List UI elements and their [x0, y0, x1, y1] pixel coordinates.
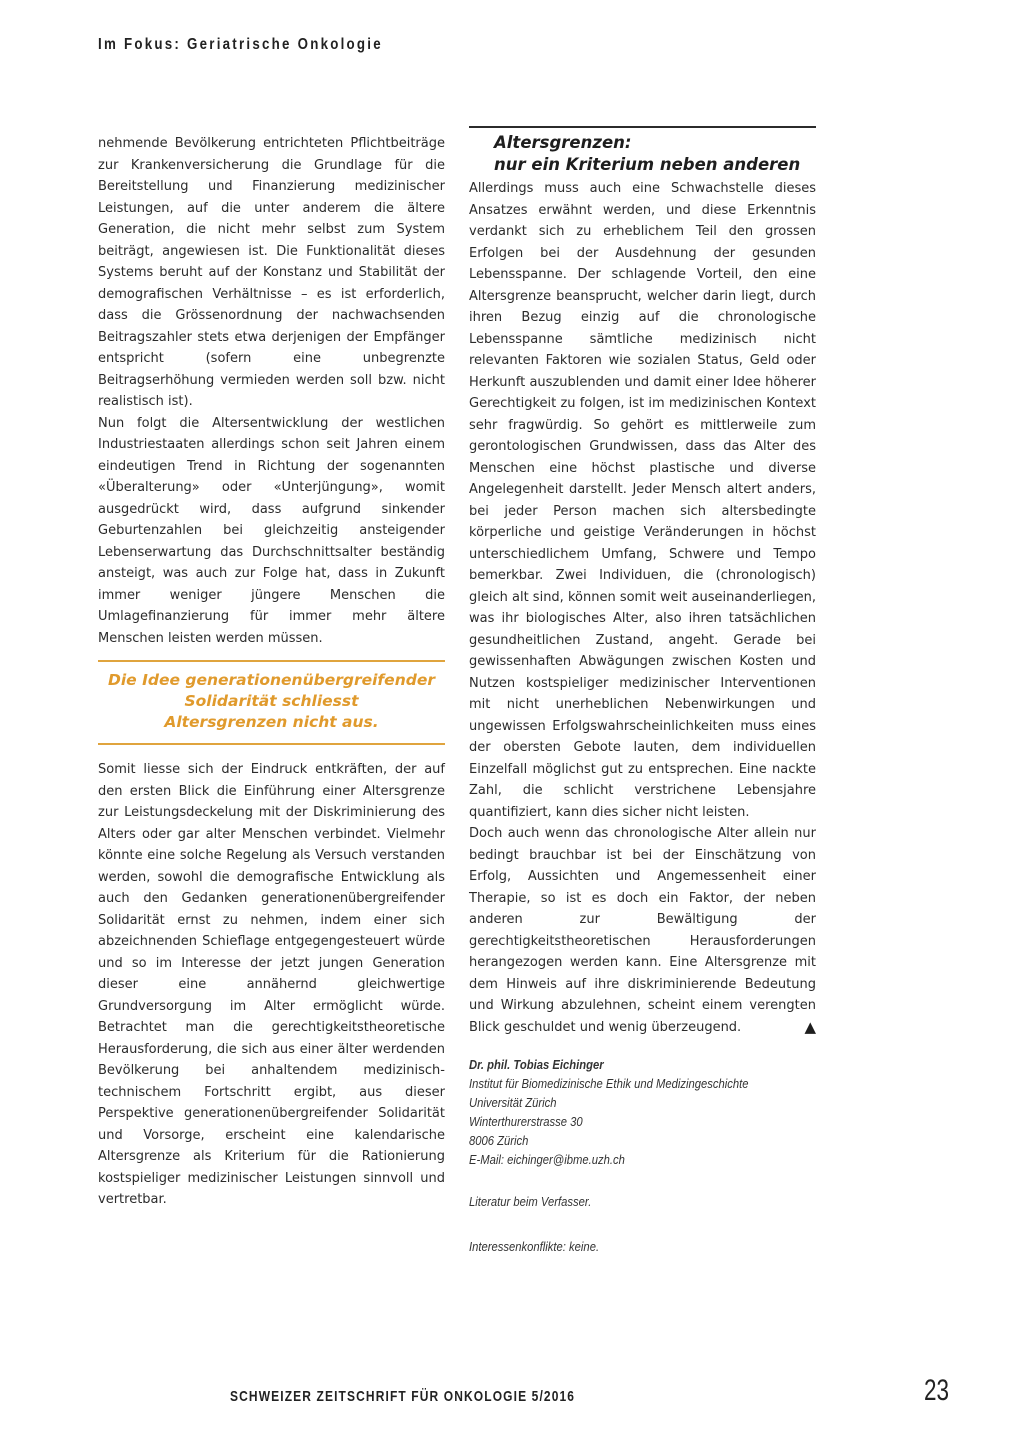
conflict-note: Interessenkonflikte: keine. [469, 1240, 600, 1254]
pull-quote [98, 660, 445, 745]
body-paragraph: Allerdings muss auch eine Schwachstelle dieses Ansatzes erwähnt werden, und diese Erkenntnis verdankt sich zu erheblichem Teil den grossen Erfolgen bei der Ausdehnung der gesunden Lebensspanne. Der schlagende Vorteil, den eine Altersgrenze beansprucht, welcher darin liegt, durch ihren Bezug einzig auf die chronologische Lebensspanne sämtliche medizinisch nicht relevanten Faktoren wie sozialen Status, Geld oder Herkunft auszublenden und damit einer Idee höherer Gerechtigkeit zu folgen, ist im medizinischen Kontext sehr fragwürdig. So gehört es mittlerweile zum gerontologischen Grundwissen, dass das Alter des Menschen eine höchst plastische und diverse Angelegenheit darstellt. Jeder Mensch altert anders, bei jeder Person machen sich altersbedingte körperliche und geistige Veränderungen in höchst unterschiedlichem Umfang, Schwere und Tempo bemerkbar. Zwei Individuen, die (chronologisch) gleich alt sind, können somit weit auseinanderliegen, was ihr biologisches Alter, also ihren tatsächlichen gesundheitlichen Zustand, angeht. Gerade bei gewissenhaften Abwägungen zwischen Kosten und Nutzen kostspieliger medizinischer Interventionen mit nicht unerheblichen Nebenwirkungen und ungewissen Erfolgswahrscheinlichkeiten muss eines der obersten Gebote lauten, dem individuellen Einzelfall möglichst gut zu entsprechen. Eine nackte Zahl, die schlicht verstrichene Lebensjahre quantifiziert, kann dies sicher nicht leisten. [469, 181, 816, 820]
section-title [469, 132, 816, 176]
author-street: Winterthurerstrasse 30 [469, 1115, 583, 1129]
body-paragraph: nehmende Bevölkerung entrichteten Pflichtbeiträge zur Krankenversicherung die Grundlage für die Bereitstellung und Finanzierung medizinischer Leistungen, auf die unter anderem die ältere Generation, die nicht mehr selbst zum System beiträgt, angewiesen ist. Die Funktionalität dieses Systems beruht auf der Konstanz und Stabilität der demografischen Verhältnisse – es ist erforderlich, dass die Grössenordnung der nachwachsenden Beitragszahler stets etwa derjenigen der Empfänger entspricht (sofern eine unbegrenzte Beitragserhöhung vermieden werden soll bzw. nicht realistisch ist). [98, 136, 445, 409]
pull-quote-line: Altersgrenzen nicht aus. [164, 713, 379, 731]
author-email: E-Mail: eichinger@ibme.uzh.ch [469, 1153, 625, 1167]
body-paragraph: Somit liesse sich der Eindruck entkräften, der auf den ersten Blick die Einführung einer Altersgrenze zur Leistungsdeckelung mit der Diskriminierung des Alters oder gar alter Menschen verbindet. Vielmehr könnte eine solche Regelung als Versuch verstanden werden, sowohl die demografische Entwicklung als auch den Gedanken generationenübergreifender Solidarität ernst zu nehmen, indem einer sich abzeichnenden Schieflage entgegengesteuert würde und so im Interesse der jetzt jungen Generation dieser eine annähernd gleichwertige Grundversorgung im Alter ermöglicht würde. Betrachtet man die gerechtigkeitstheoretische Herausforderung, die sich aus einer älter werdenden Bevölkerung bei anhaltendem medizinisch-technischem Fortschritt ergibt, aus dieser Perspektive generationenübergreifender Solidarität und Vorsorge, erscheint eine kalendarische Altersgrenze als Kriterium für die Rationierung kostspieliger medizinischer Leistungen sinnvoll und vertretbar. [98, 762, 445, 1207]
pull-quote-line: Die Idee generationenübergreifender [108, 671, 435, 689]
author-university: Universität Zürich [469, 1096, 557, 1110]
pull-quote-line: Solidarität schliesst [184, 692, 359, 710]
section-divider [469, 126, 816, 128]
author-name: Dr. phil. Tobias Eichinger [469, 1058, 604, 1072]
right-column [469, 126, 816, 1170]
left-column [98, 133, 445, 1211]
body-paragraph-text: Doch auch wenn das chronologische Alter allein nur bedingt brauchbar ist bei der Einschätzung von Erfolg, Aussichten und Angemessenheit einer Therapie, so ist es doch ein Faktor, der neben anderen zur Bewältigung der gerechtigkeitstheoretischen Herausforderungen herangezogen werden kann. Eine Altersgrenze mit dem Hinweis auf ihre diskriminierende Bedeutung und Wirkung abzulehnen, scheint einem verengten Blick geschuldet und wenig überzeugend. [469, 826, 816, 1035]
author-block [469, 1056, 816, 1170]
journal-name: SCHWEIZER ZEITSCHRIFT FÜR ONKOLOGIE 5/2016 [230, 1388, 576, 1405]
author-city: 8006 Zürich [469, 1134, 529, 1148]
body-paragraph [469, 823, 816, 1038]
page-number: 23 [924, 1374, 950, 1407]
author-institute: Institut für Biomedizinische Ethik und Medizingeschichte [469, 1077, 749, 1091]
section-title-line: nur ein Kriterium neben anderen [494, 155, 801, 174]
section-title-line: Altersgrenzen: [494, 133, 632, 152]
literature-note: Literatur beim Verfasser. [469, 1195, 592, 1209]
end-of-article-icon: ▲ [804, 1017, 816, 1036]
running-title: Im Fokus: Geriatrische Onkologie [98, 36, 383, 53]
body-paragraph: Nun folgt die Altersentwicklung der westlichen Industriestaaten allerdings schon seit Jahren einem eindeutigen Trend in Richtung der sogenannten «Überalterung» oder «Unterjüngung», womit ausgedrückt wird, dass aufgrund sinkender Geburtenzahlen bei gleichzeitig ansteigender Lebenserwartung das Durchschnittsalter beständig ansteigt, was auch zur Folge hat, dass in Zukunft immer weniger jüngere Menschen die Umlagefinanzierung für immer mehr ältere Menschen leisten werden müssen. [98, 415, 445, 646]
